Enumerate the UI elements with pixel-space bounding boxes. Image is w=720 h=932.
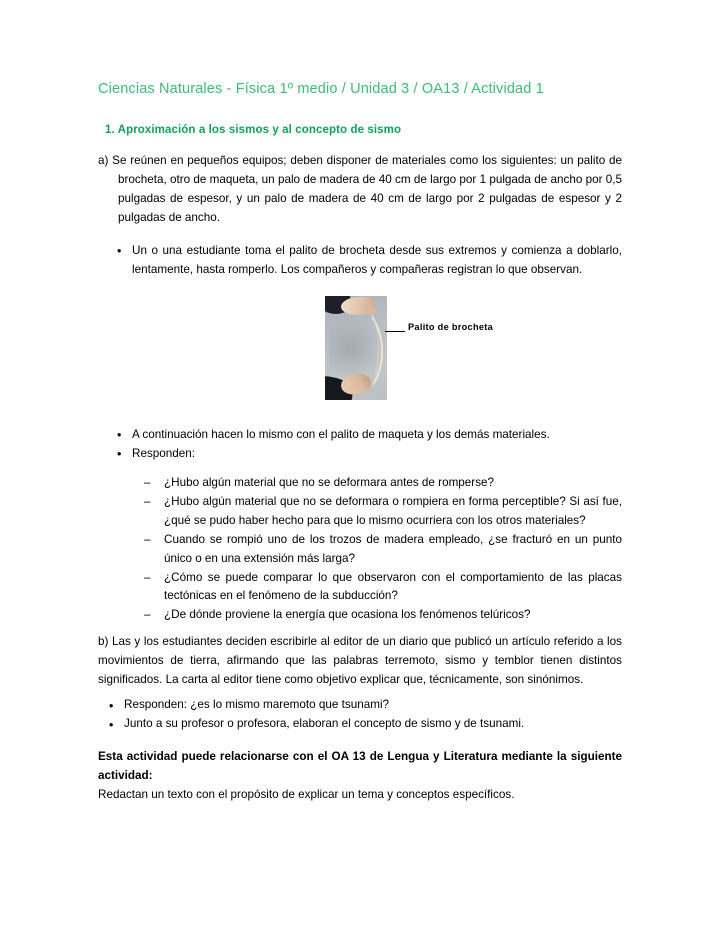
list-item: • Un o una estudiante toma el palito de brocheta desde sus extremos y comienza a doblarlo, lentamente, hasta romperlo. Los compañeros y compañeras registran lo que observan. [98, 242, 622, 280]
list-item: • A continuación hacen lo mismo con el palito de maqueta y los demás materiales. [98, 426, 622, 445]
list-item: – ¿De dónde proviene la energía que ocasiona los fenómenos telúricos? [98, 606, 622, 625]
question-list [98, 474, 622, 626]
bullet-list-a [98, 242, 622, 280]
list-item: – Cuando se rompió uno de los trozos de madera empleado, ¿se fracturó en un punto único o en una extensión más larga? [98, 531, 622, 569]
bullet-list-c [98, 696, 622, 734]
spacer [98, 625, 622, 631]
paragraph-a: a) Se reúnen en pequeños equipos; deben disponer de materiales como los siguientes: un palito de brocheta, otro de maqueta, un palo de madera de 40 cm de largo por 1 pulgada de ancho por 0,5 pulgadas de espesor, y un palo de madera de 40 cm de largo por 2 pulgadas de espesor y 2 pulgadas de ancho. [98, 154, 622, 224]
list-item: – ¿Hubo algún material que no se deformara o rompiera en forma perceptible? Si así fue, ¿qué se pudo haber hecho para que lo mismo ocurriera con los otros materiales? [98, 493, 622, 531]
list-item: • Responden: [98, 445, 622, 464]
bullet-list-b [98, 426, 622, 464]
document-content [98, 80, 622, 805]
figure-caption: Palito de brocheta [408, 321, 494, 332]
figure-leader-line [385, 331, 405, 332]
page-title: Ciencias Naturales - Física 1º medio / Unidad 3 / OA13 / Actividad 1 [98, 81, 544, 97]
closing-bold-text: Esta actividad puede relacionarse con el OA 13 de Lengua y Literatura mediante la siguiente actividad: [98, 750, 622, 783]
paragraph-b: b) Las y los estudiantes deciden escribirle al editor de un diario que publicó un artículo referido a los movimientos de tierra, afirmando que las palabras terremoto, sismo y temblor tienen distintos significados. La carta al editor tiene como objetivo explicar que, técnicamente, son sinónimos. [98, 635, 622, 687]
closing-normal-text: Redactan un texto con el propósito de explicar un tema y conceptos específicos. [98, 788, 515, 802]
list-item: • Responden: ¿es lo mismo maremoto que tsunami? [98, 696, 622, 715]
figure-brocheta [98, 296, 622, 416]
photo-bending-skewer [325, 296, 387, 400]
list-item: • Junto a su profesor o profesora, elaboran el concepto de sismo y de tsunami. [98, 715, 622, 734]
list-item: – ¿Cómo se puede comparar lo que observaron con el comportamiento de las placas tectónicas en el fenómeno de la subducción? [98, 569, 622, 607]
section-heading: 1. Aproximación a los sismos y al concepto de sismo [105, 124, 402, 137]
list-item: – ¿Hubo algún material que no se deformara antes de romperse? [98, 474, 622, 493]
